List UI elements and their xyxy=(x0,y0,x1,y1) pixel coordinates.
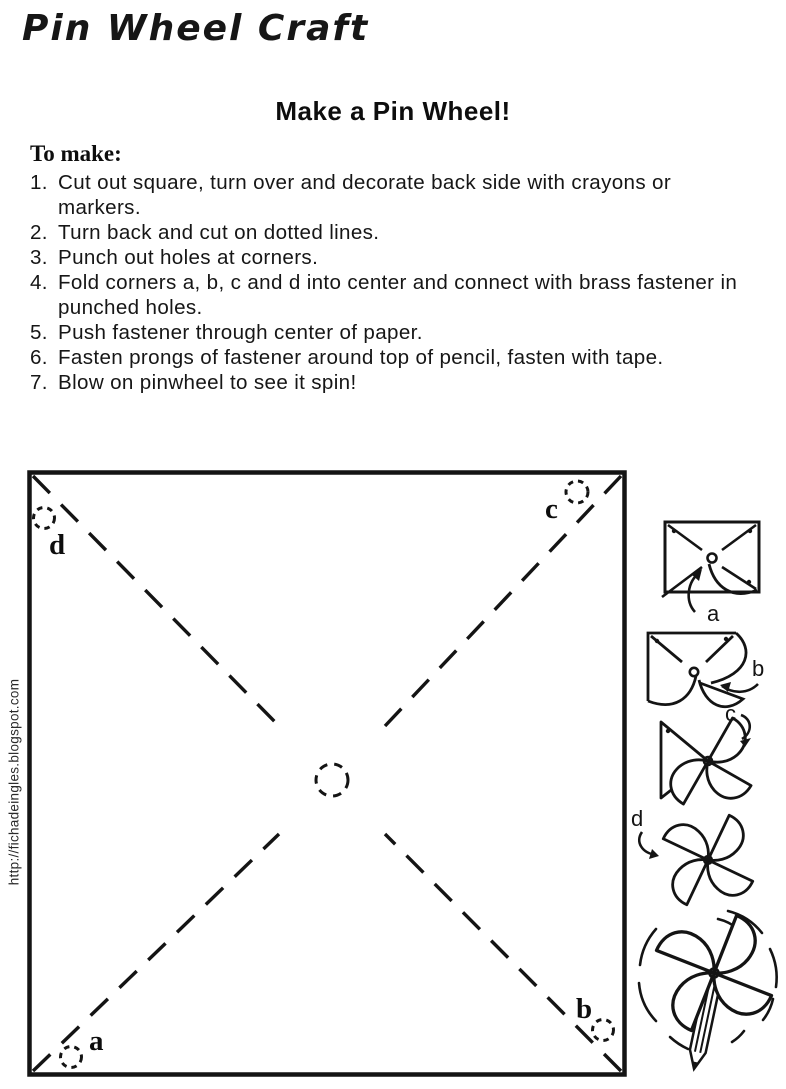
cut-line-top-right xyxy=(385,476,621,726)
folded-flap-a xyxy=(709,564,757,594)
instruction-step-1 xyxy=(30,170,742,220)
fold-step-d-drawing xyxy=(628,808,778,908)
step-text: Fold corners a, b, c and d into center and connect with brass fastener in punched holes. xyxy=(58,271,738,319)
instruction-step-5 xyxy=(30,320,742,345)
finished-pinwheel-illustration xyxy=(632,903,784,1089)
fastener-dot xyxy=(713,972,716,975)
folded-blades xyxy=(660,716,758,808)
step-text: Cut out square, turn over and decorate back side with crayons or markers. xyxy=(58,171,672,219)
step-text: Fasten prongs of fastener around top of pencil, fasten with tape. xyxy=(58,346,664,369)
step-text: Turn back and cut on dotted lines. xyxy=(58,221,380,244)
cut-line-bottom-left xyxy=(33,834,279,1071)
center-hole xyxy=(708,554,717,563)
folded-blades xyxy=(655,808,761,908)
step-text: Punch out holes at corners. xyxy=(58,246,319,269)
corner-label-b: b xyxy=(576,993,593,1025)
instructions-label: To make: xyxy=(30,141,122,166)
dashed-cut-lines xyxy=(33,476,621,1071)
instructions-section xyxy=(30,141,742,395)
step-text: Blow on pinwheel to see it spin! xyxy=(58,371,357,394)
fold-label-a: a xyxy=(707,601,720,624)
step-number: 1. xyxy=(30,171,48,194)
instruction-step-7 xyxy=(30,370,742,395)
fold-arrowhead-d xyxy=(649,849,659,859)
step-number: 5. xyxy=(30,321,48,344)
corner-hole-b xyxy=(593,1020,614,1041)
fold-label-d: d xyxy=(631,808,644,831)
step-number: 6. xyxy=(30,346,48,369)
step-number: 3. xyxy=(30,246,48,269)
corner-label-d: d xyxy=(49,529,66,561)
corner-dot xyxy=(666,729,670,733)
cut-line-bottom-right xyxy=(385,834,621,1071)
step-text: Push fastener through center of paper. xyxy=(58,321,423,344)
instruction-step-6 xyxy=(30,345,742,370)
corner-hole-a xyxy=(61,1047,82,1068)
finished-pinwheel-drawing xyxy=(632,903,784,1089)
instruction-step-3 xyxy=(30,245,742,270)
fold-step-c-drawing xyxy=(645,706,783,808)
template-square-drawing xyxy=(27,470,627,1077)
fold-label-c: c xyxy=(725,706,736,726)
corner-hole-c xyxy=(566,481,588,503)
bottom-petal xyxy=(699,680,743,707)
center-hole xyxy=(690,668,698,676)
corner-label-c: c xyxy=(545,493,558,525)
page-title: Pin Wheel Craft xyxy=(22,8,370,49)
step-number: 4. xyxy=(30,271,48,294)
pinwheel-template-square xyxy=(27,470,627,1077)
watermark-url: http://fichadeingles.blogspot.com xyxy=(6,678,22,886)
fold-step-c-illustration xyxy=(645,706,783,813)
corner-dots xyxy=(655,637,728,643)
step-number: 2. xyxy=(30,221,48,244)
instruction-step-2 xyxy=(30,220,742,245)
instruction-step-4 xyxy=(30,270,742,320)
corner-label-a: a xyxy=(89,1025,104,1057)
fold-step-a-drawing xyxy=(645,516,780,624)
fold-label-b: b xyxy=(752,656,765,681)
corner-hole-d xyxy=(34,508,55,529)
step-number: 7. xyxy=(30,371,48,394)
folded-flap-a-edge xyxy=(648,676,696,705)
cut-line-top-left xyxy=(33,476,279,726)
sheet-heading: Make a Pin Wheel! xyxy=(275,96,511,126)
center-hole xyxy=(316,764,348,796)
fold-step-a-illustration xyxy=(645,516,780,629)
fold-step-d-illustration xyxy=(628,808,778,913)
